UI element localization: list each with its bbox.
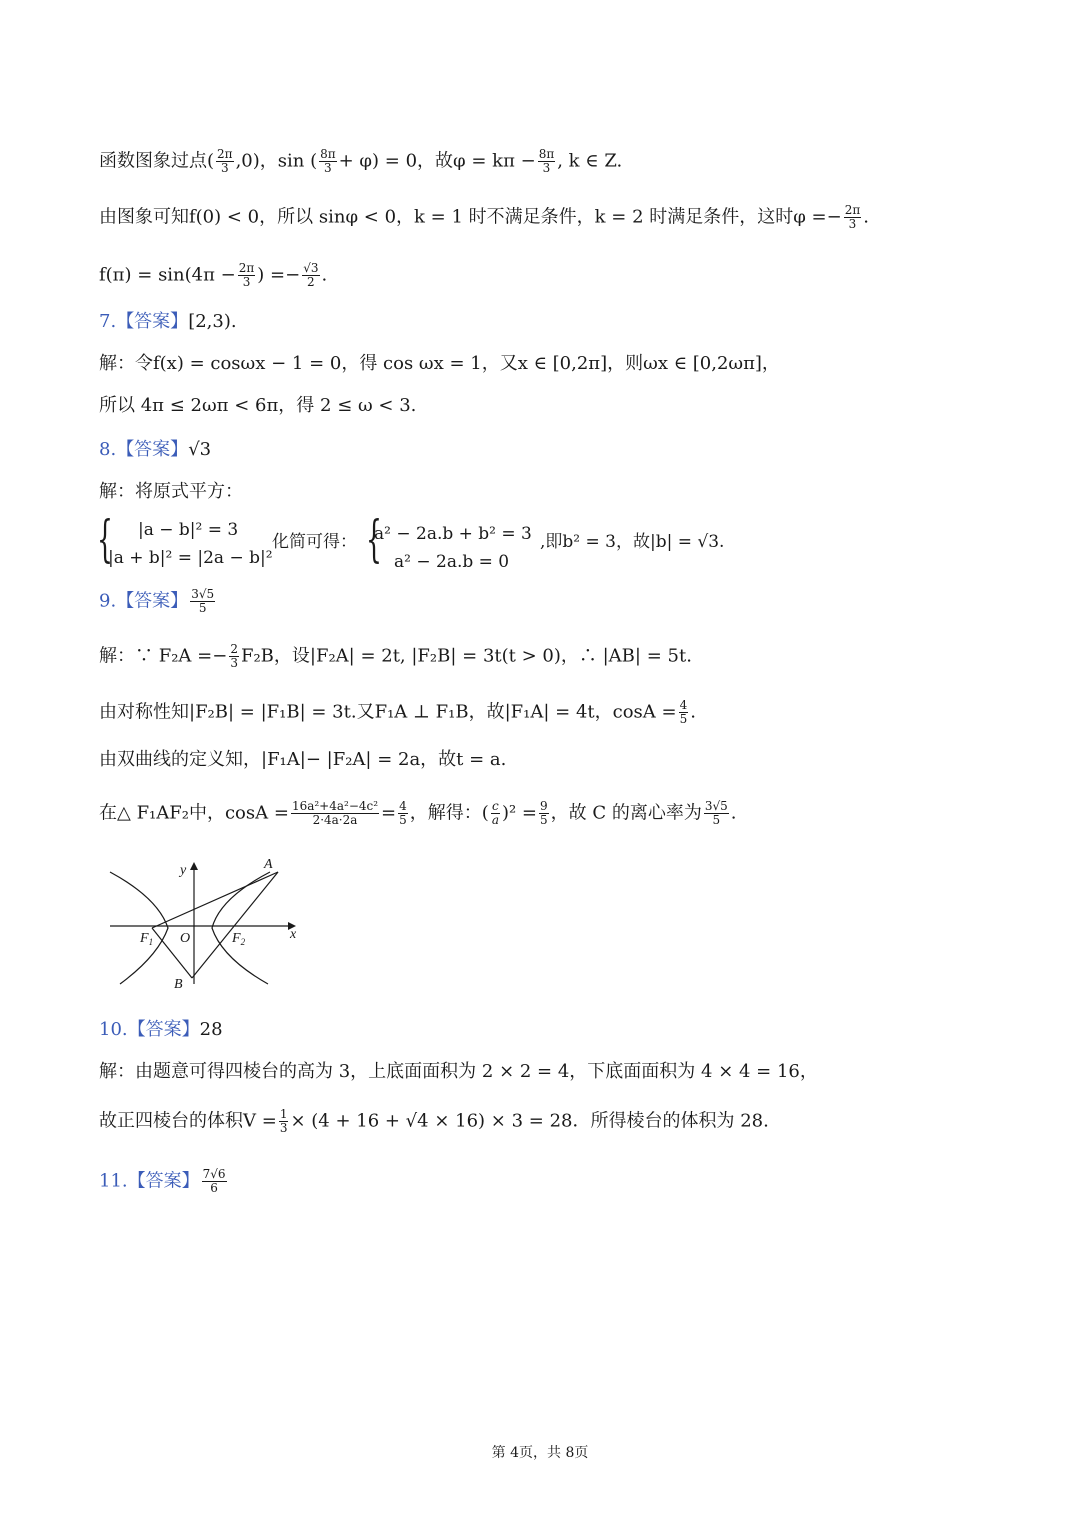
text: ) =− [257,264,301,286]
answer-tag: 【答案】 [127,1019,200,1040]
text: ,0)，sin ( [235,150,318,172]
answer-9 [99,588,217,615]
question-number: 11. [99,1170,128,1192]
hyperbola-left-branch [110,872,168,984]
answer-8 [99,438,211,462]
solution-7-line-2: 所以 4π ≤ 2ωπ < 6π，得 2 ≤ ω < 3. [99,395,417,416]
y-axis-label: y [180,863,187,878]
line-3 [99,262,327,289]
text: . [863,206,869,228]
fraction: $\frac{\text{16a²+4a²−4c²}}{2\cdot 4a\cdot 2a}$ [291,799,379,827]
point-b-label: B [174,977,183,992]
fraction: $\frac{2\pi}{3}$ [844,203,861,231]
point-a-label: A [264,857,273,872]
point-f2-label: $F_2$ [232,931,246,947]
solution-9-line-3: 由双曲线的定义知，|F₁A|− |F₂A| = 2a，故t = a. [99,749,507,770]
fraction: $\frac{c}{a}$ [491,799,499,827]
equation-row-1: |a − b|² = 3 [138,520,239,540]
text: 故正四棱台的体积V = [99,1110,277,1132]
fraction: $\frac{2\pi}{3}$ [217,147,233,175]
text: f(π) = sin(4π − [99,264,236,286]
text: 在△ F₁AF₂中，cosA = [99,802,289,824]
answer-value: √3 [188,439,212,460]
text: × (4 + 16 + √4 × 16) × 3 = 28．所得棱台的体积为 28. [290,1110,769,1132]
text: 解：∵ F₂A =− [99,645,228,667]
line-2 [99,204,869,231]
question-number: 8. [99,439,117,460]
line-1 [99,148,622,175]
fraction: $\frac{√3}{2}$ [303,261,319,289]
answer-10 [99,1018,223,1042]
text: . [690,701,696,723]
answer-value: 28 [199,1019,223,1040]
answer-tag: 【答案】 [116,590,189,612]
text: 由图象可知f(0) < 0，所以 sinφ < 0，k = 1 时不满足条件，k = 2 时满足条件，这时φ =− [99,206,842,228]
fraction: $\frac{8\pi}{3}$ [538,147,555,175]
fraction: $\frac{3√5}{5}$ [191,587,215,615]
point-f1-label: $F_1$ [140,931,154,947]
text: . [730,802,737,824]
origin-label: O [180,931,191,946]
text: F₂B，设|F₂A| = 2t, |F₂B| = 3t(t > 0)，∴ |AB| = 5t. [240,645,692,667]
solution-10-line-2 [99,1108,769,1135]
fraction: $\frac{7√6}{6}$ [202,1167,226,1195]
equation-row-2: |a + b|² = |2a − b|² [108,548,273,568]
fraction: $\frac{4}{5}$ [399,799,407,827]
fraction: $\frac{2}{3}$ [230,642,238,670]
text: ，故 C 的离心率为 [550,802,702,824]
solution-9-line-1 [99,643,692,670]
fraction: $\frac{1}{3}$ [279,1107,288,1135]
left-brace: { [97,510,113,568]
question-number: 9. [99,590,117,612]
fraction: $\frac{8\pi}{3}$ [320,147,336,175]
text: . [321,264,328,286]
hyperbola-figure [108,852,308,992]
solution-7-line-1: 解：令f(x) = cosωx − 1 = 0，得 cos ωx = 1，又x ∈ [0,2π]，则ωx ∈ [0,2ωπ]， [99,353,780,374]
left-brace: { [366,510,382,568]
y-axis-arrow [190,862,198,870]
text: ，解得：( [409,802,489,824]
answer-tag: 【答案】 [127,1170,200,1192]
text: + φ) = 0，故φ = kπ − [338,150,536,172]
answer-tag: 【答案】 [116,311,189,332]
page-footer: 第 4页，共 8页 [491,1445,589,1461]
segment-b-a [192,872,278,978]
question-number: 10. [99,1019,128,1040]
answer-11 [99,1168,229,1195]
answer-7 [99,310,237,334]
equation-row-3: a² − 2a.b + b² = 3 [374,524,532,544]
fraction: $\frac{9}{5}$ [540,799,548,827]
answer-tag: 【答案】 [116,439,189,460]
text: 由对称性知|F₂B| = |F₁B| = 3t.又F₁A ⊥ F₁B，故|F₁A| = 4t，cosA = [99,701,677,723]
fraction: $\frac{3√5}{5}$ [704,799,728,827]
solution-8-line-1: 解：将原式平方： [99,481,243,502]
text: = [381,802,397,824]
question-number: 7. [99,311,117,332]
answer-value: [2,3). [188,311,237,332]
x-axis-label: x [290,927,297,942]
solution-9-line-2 [99,699,696,726]
equation-row-4: a² − 2a.b = 0 [394,552,510,572]
equation-conclusion: ,即b² = 3，故|b| = √3. [540,532,725,552]
text: , k ∈ Z. [557,150,623,172]
fraction: $\frac{2\pi}{3}$ [238,261,255,289]
fraction: $\frac{4}{5}$ [679,698,688,726]
text: )² = [501,802,538,824]
text: 函数图象过点( [99,150,215,172]
solution-10-line-1: 解：由题意可得四棱台的高为 3，上底面面积为 2 × 2 = 4，下底面面积为 4 × 4 = 16， [99,1061,818,1082]
solution-9-line-4 [99,800,737,827]
equation-mid-text: 化简可得： [272,532,357,552]
